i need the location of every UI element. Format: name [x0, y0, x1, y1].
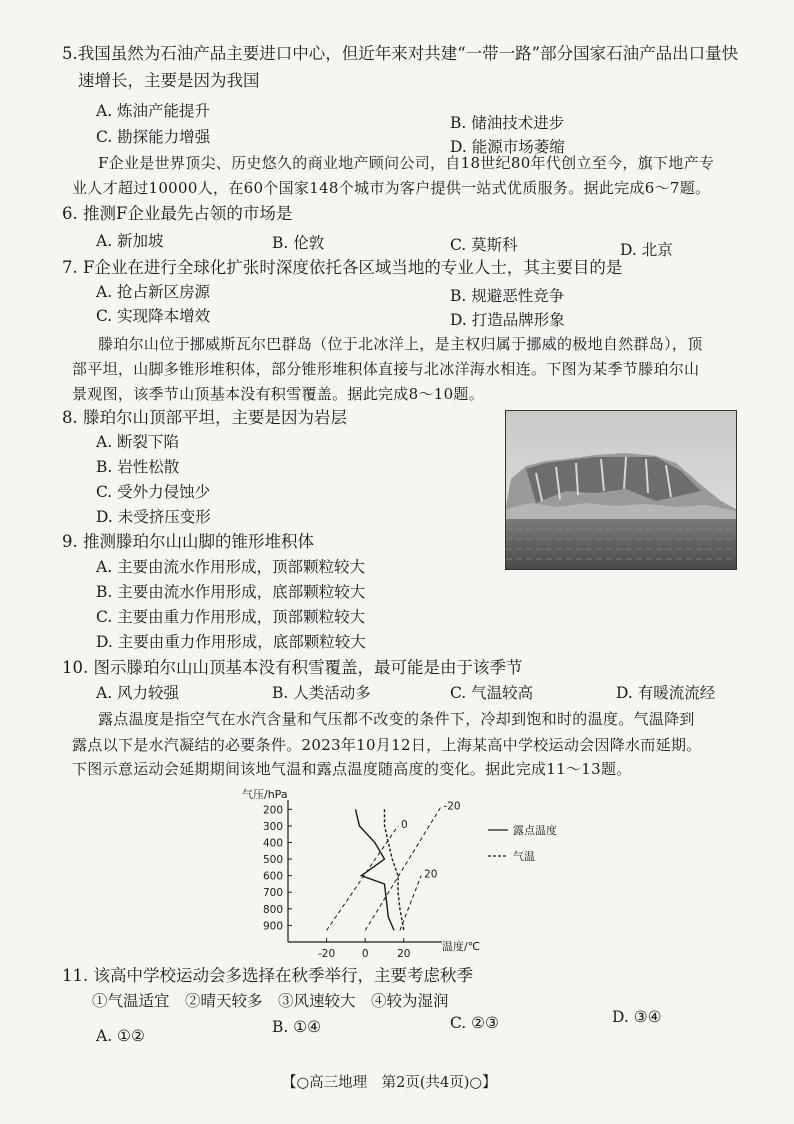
- chart-y-tick-label: 300: [262, 820, 283, 833]
- chart-reference-label: -20: [443, 800, 461, 813]
- q6-option-b: B. 伦敦: [272, 234, 325, 252]
- chart-y-tick-label: 200: [262, 804, 283, 817]
- passage-d-line3: 下图示意运动会延期期间该地气温和露点温度随高度的变化。据此完成11～13题。: [72, 760, 632, 778]
- dewpoint-temperature-chart: [230, 780, 610, 970]
- chart-y-axis-label: 气压/hPa: [242, 788, 288, 801]
- chart-legend-dewpoint: 露点温度: [513, 824, 557, 837]
- q7-stem: 7. F企业在进行全球化扩张时深度依托各区域当地的专业人士，其主要目的是: [62, 258, 623, 277]
- q7-option-c: C. 实现降本增效: [96, 307, 211, 325]
- chart-y-tick-label: 600: [262, 870, 283, 883]
- chart-y-tick-label: 800: [262, 903, 283, 916]
- chart-y-tick-label: 700: [262, 887, 283, 900]
- q10-option-c: C. 气温较高: [450, 684, 534, 702]
- q7-option-a: A. 抢占新区房源: [96, 283, 211, 301]
- chart-reference-label: 0: [400, 818, 408, 831]
- q11-option-c: C. ②③: [450, 1014, 499, 1032]
- q8-stem: 8. 滕珀尔山顶部平坦，主要是因为岩层: [62, 408, 347, 427]
- q5-option-b: B. 储油技术进步: [450, 114, 565, 132]
- mountain-landscape-image: [506, 411, 736, 569]
- chart-x-axis-label: 温度/℃: [442, 940, 481, 953]
- chart-reference-line: [400, 876, 421, 931]
- q11-option-a: A. ①②: [96, 1027, 145, 1045]
- q11-stem: 11. 该高中学校运动会多选择在秋季举行，主要考虑秋季: [62, 966, 473, 985]
- q9-option-c: C. 主要由重力作用形成，顶部颗粒较大: [96, 608, 366, 626]
- q5-stem-line2: 速增长，主要是因为我国: [78, 71, 260, 90]
- q9-option-b: B. 主要由流水作用形成，底部颗粒较大: [96, 583, 366, 601]
- chart-legend-temperature: 气温: [513, 850, 535, 863]
- q6-option-d: D. 北京: [620, 241, 673, 259]
- passage-d-line2: 露点以下是水汽凝结的必要条件。2023年10月12日，上海某高中学校运动会因降水而延期。: [72, 736, 702, 754]
- q11-items: ①气温适宜 ②晴天较多 ③风速较大 ④较为湿润: [92, 992, 449, 1010]
- q8-option-c: C. 受外力侵蚀少: [96, 483, 211, 501]
- chart-x-tick-label: 20: [397, 948, 411, 960]
- q8-option-a: A. 断裂下陷: [96, 433, 180, 451]
- chart-y-tick-label: 500: [262, 854, 283, 867]
- q10-option-a: A. 风力较强: [96, 684, 180, 702]
- chart-reference-label: 20: [424, 868, 438, 881]
- passage-t-line3: 景观图，该季节山顶基本没有积雪覆盖。据此完成8～10题。: [72, 385, 485, 403]
- chart-x-tick-label: -20: [318, 948, 336, 960]
- q6-option-c: C. 莫斯科: [450, 236, 518, 254]
- q11-option-b: B. ①④: [272, 1018, 322, 1036]
- q7-option-d: D. 打造品牌形象: [450, 311, 565, 329]
- passage-t-line2: 部平坦，山脚多锥形堆积体，部分锥形堆积体直接与北冰洋海水相连。下图为某季节滕珀尔山: [72, 360, 700, 378]
- q9-stem: 9. 推测滕珀尔山山脚的锥形堆积体: [62, 532, 314, 551]
- passage-f-line1: F企业是世界顶尖、历史悠久的商业地产顾问公司，自18世纪80年代创立至今，旗下地产专: [98, 154, 715, 172]
- q10-stem: 10. 图示滕珀尔山山顶基本没有积雪覆盖，最可能是由于该季节: [62, 658, 523, 677]
- chart-y-tick-label: 900: [262, 920, 283, 933]
- chart-reference-line: [327, 826, 398, 930]
- mountain-photo: [505, 410, 737, 570]
- chart-x-tick-label: 0: [361, 948, 369, 960]
- q5-stem-line1: 5.我国虽然为石油产品主要进口中心，但近年来对共建“一带一路”部分国家石油产品出口量快: [62, 44, 739, 63]
- q8-option-b: B. 岩性松散: [96, 458, 180, 476]
- q9-option-a: A. 主要由流水作用形成，顶部颗粒较大: [96, 558, 366, 576]
- q7-option-b: B. 规避恶性竞争: [450, 287, 565, 305]
- q8-option-d: D. 未受挤压变形: [96, 508, 211, 526]
- passage-f-line2: 业人才超过10000人，在60个国家148个城市为客户提供一站式优质服务。据此完成6～7题。: [72, 179, 711, 197]
- q6-stem: 6. 推测F企业最先占领的市场是: [62, 204, 293, 223]
- page-footer: 【○高三地理 第2页(共4页)○】: [282, 1075, 497, 1091]
- passage-d-line1: 露点温度是指空气在水汽含量和气压都不改变的条件下，冷却到饱和时的温度。气温降到: [98, 710, 695, 728]
- chart-series-dewpoint: [356, 809, 395, 930]
- q5-option-a: A. 炼油产能提升: [96, 102, 211, 120]
- q11-option-d: D. ③④: [612, 1008, 662, 1026]
- q10-option-d: D. 有暖流流经: [616, 684, 716, 702]
- chart-y-tick-label: 400: [262, 837, 283, 850]
- passage-t-line1: 滕珀尔山位于挪威斯瓦尔巴群岛（位于北冰洋上，是主权归属于挪威的极地自然群岛），顶: [98, 335, 703, 353]
- q10-option-b: B. 人类活动多: [272, 684, 371, 702]
- q6-option-a: A. 新加坡: [96, 232, 164, 250]
- q9-option-d: D. 主要由重力作用形成，底部颗粒较大: [96, 633, 366, 651]
- q5-option-c: C. 勘探能力增强: [96, 128, 211, 146]
- q5-option-d: D. 能源市场萎缩: [450, 138, 565, 156]
